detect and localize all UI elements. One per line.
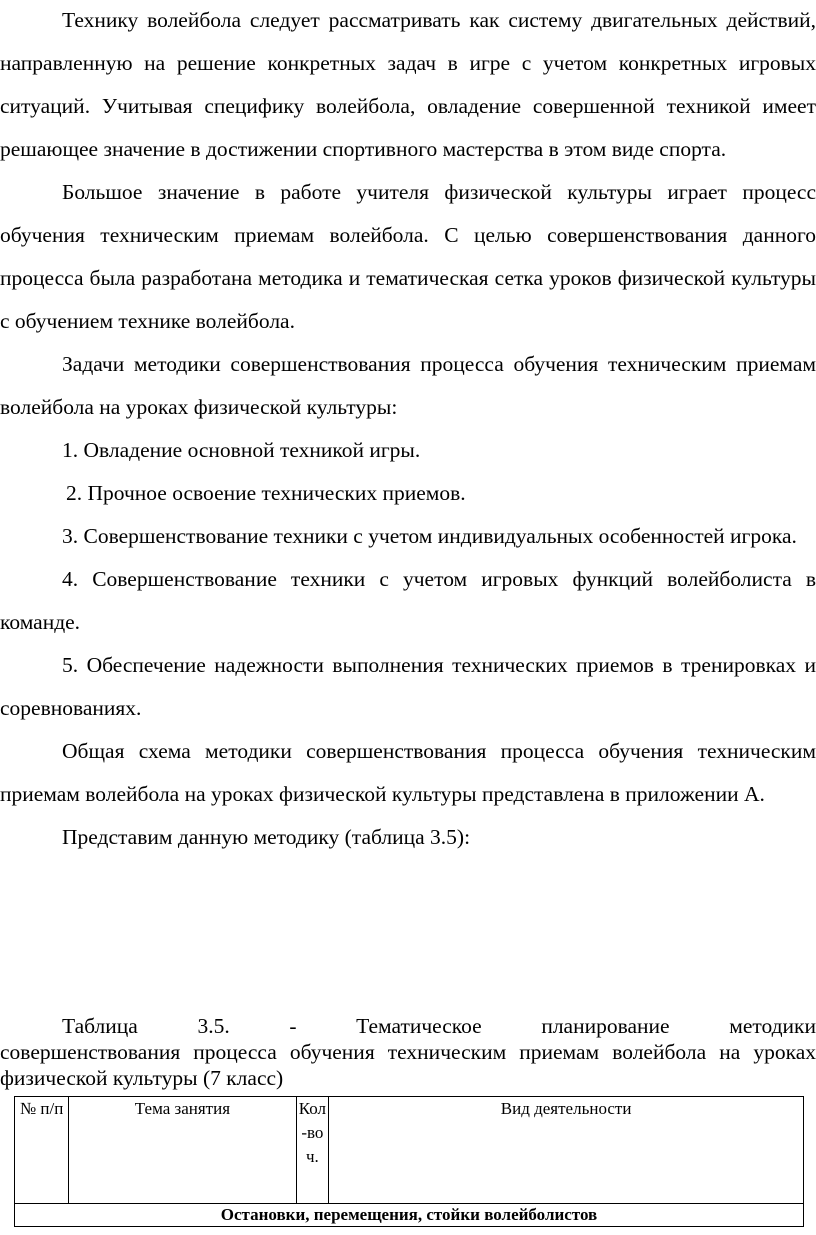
task-5: 5. Обеспечение надежности выполнения технических приемов в тренировках и соревнованиях. xyxy=(0,653,816,720)
header-topic: Тема занятия xyxy=(69,1097,296,1204)
task-3: 3. Совершенствование техники с учетом индивидуальных особенностей игрока. xyxy=(62,524,797,548)
task-4: 4. Совершенствование техники с учетом игровых функций волейболиста в команде. xyxy=(0,567,816,634)
task-1: 1. Овладение основной техникой игры. xyxy=(62,438,421,462)
table-section-row xyxy=(15,1204,804,1227)
header-activity: Вид деятельности xyxy=(329,1097,804,1204)
paragraph-3: Задачи методики совершенствования процесса обучения техническим приемам волейбола на уроках физической культуры: xyxy=(0,352,816,419)
planning-table xyxy=(14,1096,804,1227)
table-caption xyxy=(0,1013,816,1091)
section-title: Остановки, перемещения, стойки волейболистов xyxy=(15,1204,804,1227)
header-number: № п/п xyxy=(15,1097,69,1204)
paragraph-1: Технику волейбола следует рассматривать как систему двигательных действий, направленную на решение конкретных задач в игре с учетом конкретных игровых ситуаций. Учитывая специфику волейбола, овладение совершенной техникой имеет решающее значение в достижении спортивного мастерства в этом виде спорта. xyxy=(0,8,816,161)
paragraph-present: Представим данную методику (таблица 3.5): xyxy=(62,825,471,849)
table-caption-line1: Таблица 3.5. - Тематическое планирование методики xyxy=(62,1014,816,1038)
paragraph-scheme: Общая схема методики совершенствования процесса обучения техническим приемам волейбола на уроках физической культуры представлена в приложении А. xyxy=(0,739,816,806)
paragraph-2: Большое значение в работе учителя физической культуры играет процесс обучения техническим приемам волейбола. С целью совершенствования данного процесса была разработана методика и тематическая сетка уроков физической культуры с обучением технике волейбола. xyxy=(0,180,816,333)
header-hours: Кол-воч. xyxy=(296,1097,329,1204)
task-2: 2. Прочное освоение технических приемов. xyxy=(66,481,466,505)
table-header-row xyxy=(15,1097,804,1204)
table-caption-rest: совершенствования процесса обучения техническим приемам волейбола на уроках физической культуры (7 класс) xyxy=(0,1040,816,1090)
